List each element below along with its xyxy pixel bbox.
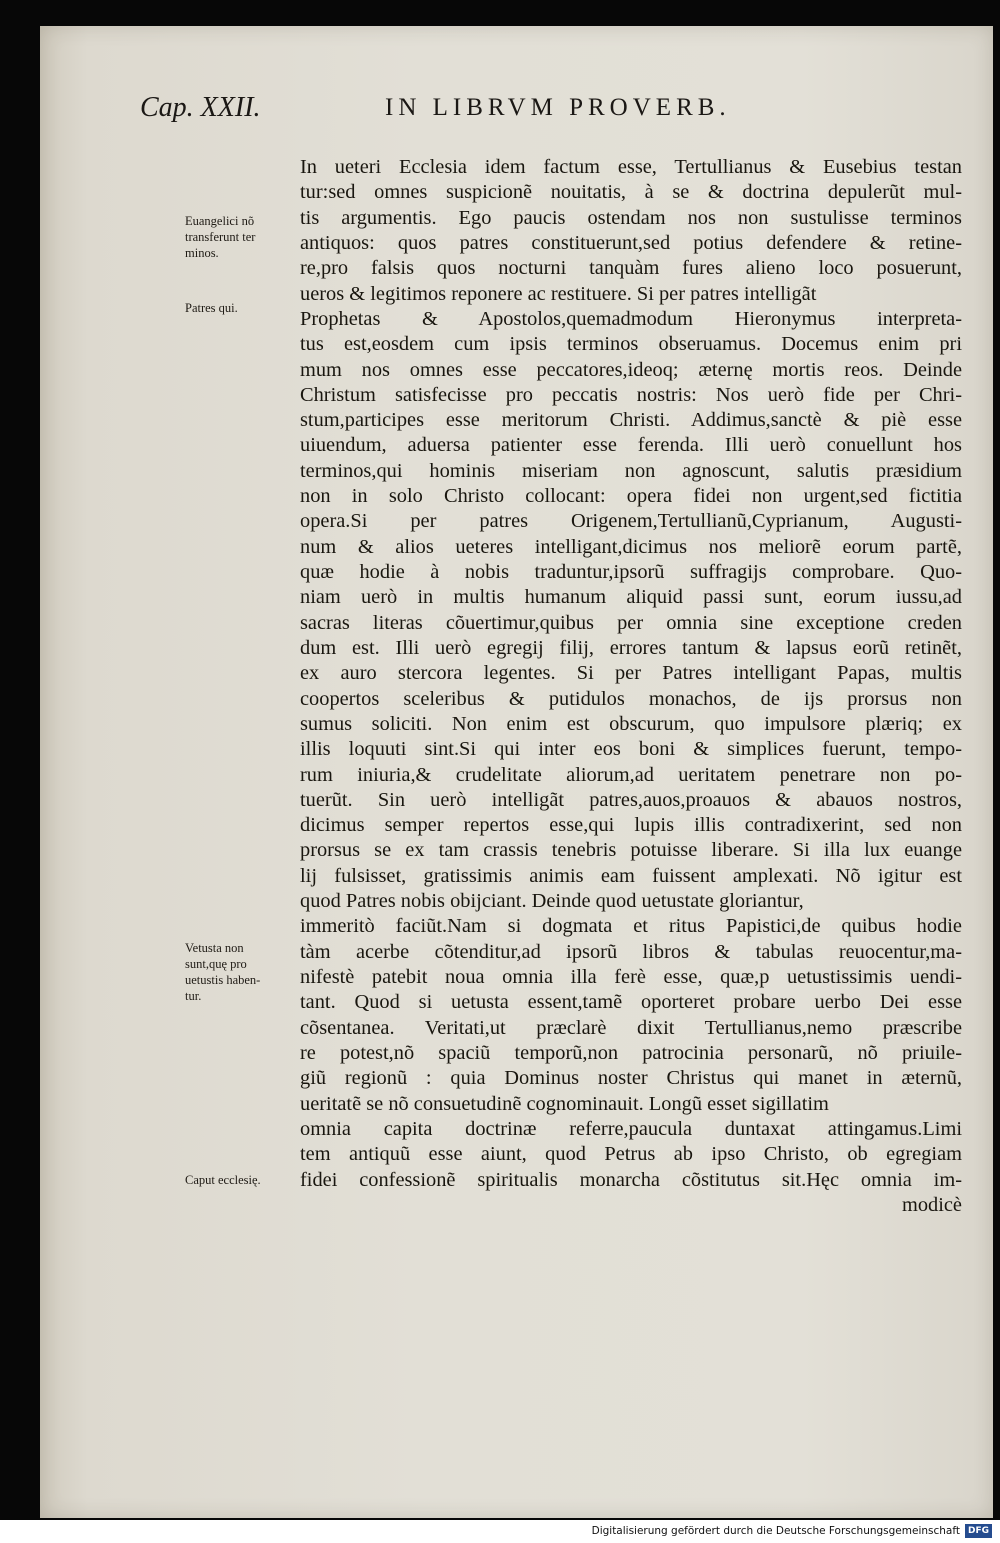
text-line: Prophetas & Apostolos,quemadmodum Hieronymus interpreta- <box>300 307 962 330</box>
text-line: dum est. Illi uerò egregij filij, errores tantum & lapsus eorũ retinẽt, <box>300 636 962 659</box>
text-line: dicimus semper repertos esse,qui lupis illis contradixerint, sed non <box>300 814 962 837</box>
marginal-note-line: sunt,quę pro <box>185 957 247 971</box>
body-text <box>300 155 962 1218</box>
marginal-note-line: Caput ecclesię. <box>185 1173 261 1187</box>
marginal-note-line: Vetusta non <box>185 941 244 955</box>
running-head <box>140 92 920 128</box>
text-line: tus est,eosdem cum ipsis terminos obseruamus. Docemus enim pri <box>300 333 962 356</box>
text-line: re potest,nõ spaciũ temporũ,non patrocinia personarũ, nõ priuile- <box>300 1041 962 1064</box>
text-line: tem antiquũ esse aiunt, quod Petrus ab ipso Christo, ob egregiam <box>300 1143 962 1166</box>
text-line: coopertos sceleribus & putidulos monachos, de ijs prorsus non <box>300 687 962 710</box>
text-line: rum iniuria,& crudelitate aliorum,ad ueritatem penetrare non po- <box>300 763 962 786</box>
marginal-note-line: uetustis haben- <box>185 973 261 987</box>
text-line: prorsus se ex tam crassis tenebris potuisse liberare. Si illa lux euange <box>300 839 962 862</box>
marginal-note <box>185 940 293 1004</box>
marginal-note <box>185 213 293 261</box>
text-line: fidei confessionẽ spiritualis monarcha cõstitutus sit.Hęc omnia im- <box>300 1168 962 1191</box>
text-line: Christum satisfecisse pro peccatis nostris: Nos uerò fide per Chri- <box>300 383 962 406</box>
chapter-label: Cap. XXII. <box>140 92 261 123</box>
text-line: uiuendum, aduersa patienter esse ferenda. Illi uerò conuellunt hos <box>300 434 962 457</box>
text-line: lij fulsisset, gratissimis animis eam fuissent amplexati. Nõ igitur est <box>300 864 962 887</box>
text-line: tant. Quod si uetusta essent,tamẽ oporteret probare uerbo Dei esse <box>300 991 962 1014</box>
text-line: stum,participes esse meritorum Christi. Addimus,sanctè & piè esse <box>300 409 962 432</box>
marginal-note <box>185 300 293 316</box>
text-line: niam uerò in multis humanum aliquid passi sunt, eorum iussu,ad <box>300 586 962 609</box>
text-line: re,pro falsis quos nocturni tanquàm fures alieno loco posuerunt, <box>300 257 962 280</box>
text-line: nifestè patebit noua omnia illa ferè esse, quæ,p uetustissimis uendi- <box>300 966 962 988</box>
text-line: ueros & legitimos reponere ac restituere. Si per patres intelligãt <box>300 282 817 305</box>
text-line: sumus soliciti. Non enim est obscurum, quo impulsore plæriq; ex <box>300 712 962 735</box>
marginal-note-line: Euangelici nõ <box>185 214 255 228</box>
text-line: mum nos omnes esse peccatores,ideoq; æternę mortis reos. Deinde <box>300 358 962 381</box>
text-line: giũ regionũ : quia Dominus noster Christus qui manet in æternũ, <box>300 1067 962 1090</box>
text-line: tis argumentis. Ego paucis ostendam nos non sustulisse terminos <box>300 206 962 229</box>
text-line: antiquos: quos patres constituerunt,sed potius defendere & retine- <box>300 231 962 254</box>
footer-credit: Digitalisierung gefördert durch die Deutsche Forschungsgemeinschaft <box>591 1525 960 1537</box>
text-line: In ueteri Ecclesia idem factum esse, Tertullianus & Eusebius testan <box>300 156 962 178</box>
text-line: ueritatẽ se nõ consuetudinẽ cognominauit. Longũ esset sigillatim <box>300 1092 829 1115</box>
marginal-note-line: transferunt ter <box>185 230 256 244</box>
text-line: tàm acerbe cõtenditur,ad ipsorũ libros & tabulas reuocentur,ma- <box>300 940 962 963</box>
marginal-note-line: tur. <box>185 989 202 1003</box>
text-line: omnia capita doctrinæ referre,paucula duntaxat attingamus.Limi <box>300 1117 962 1140</box>
footer-bar <box>0 1520 1000 1543</box>
text-line: non in solo Christo collocant: opera fidei non urgent,sed fictitia <box>300 485 962 508</box>
text-line: immeritò faciũt.Nam si dogmata et ritus Papistici,de quibus hodie <box>300 915 962 938</box>
text-line: num & alios ueteres intelligant,dicimus nos meliorẽ eorum partẽ, <box>300 535 962 558</box>
text-line: tuerũt. Sin uerò intelligãt patres,auos,proauos & abauos nostros, <box>300 788 962 811</box>
text-line: tur:sed omnes suspicionẽ nouitatis, à se & doctrina depulerũt mul- <box>300 181 962 204</box>
marginal-note-line: Patres qui. <box>185 301 238 315</box>
marginal-note-line: minos. <box>185 246 219 260</box>
marginal-note <box>185 1172 293 1188</box>
text-line: sacras literas cõuertimur,quibus per omnia sine exceptione creden <box>300 611 962 634</box>
running-title: IN LIBRVM PROVERB. <box>385 94 731 121</box>
dfg-logo: DFG <box>965 1524 992 1538</box>
text-line: terminos,qui hominis miseriam non agnoscunt, salutis præsidium <box>300 459 962 482</box>
text-line: modicè <box>901 1193 962 1216</box>
text-line: opera.Si per patres Origenem,Tertullianũ,Cyprianum, Augusti- <box>300 510 962 533</box>
text-line: quod Patres nobis obijciant. Deinde quod uetustate gloriantur, <box>300 890 804 913</box>
text-line: ex auro stercora legentes. Si per Patres intelligant Papas, multis <box>300 662 962 685</box>
text-line: illis loquuti sint.Si qui inter eos boni & simplices fuerunt, tempo- <box>300 738 962 761</box>
text-line: cõsentanea. Veritati,ut præclarè dixit Tertullianus,nemo præscribe <box>300 1016 962 1039</box>
text-line: quæ hodie à nobis traduntur,ipsorũ suffragijs comprobare. Quo- <box>300 561 962 583</box>
